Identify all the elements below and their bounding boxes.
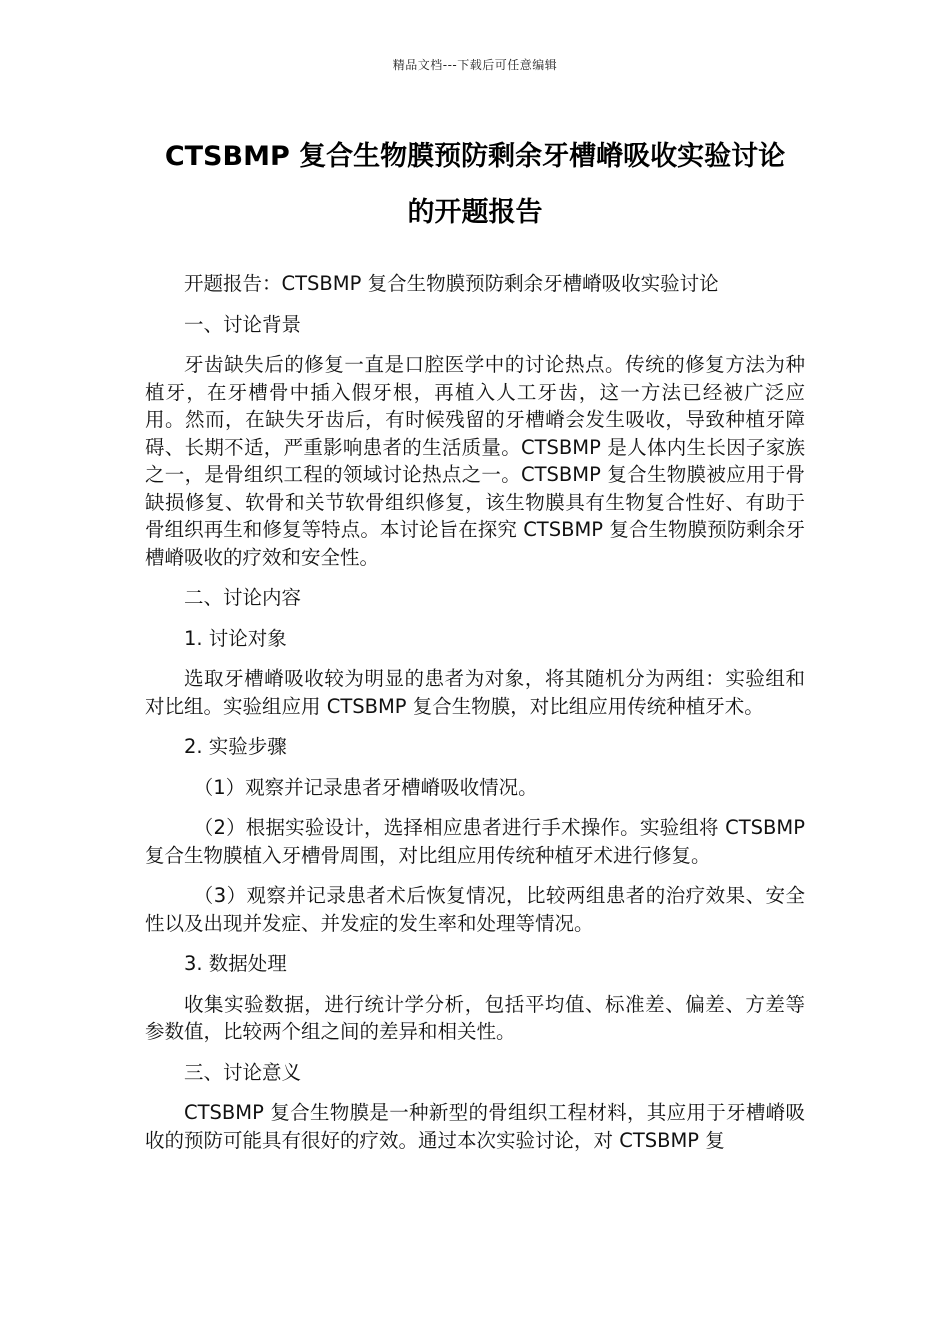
subheading-data-processing: 3. 数据处理 bbox=[184, 952, 287, 975]
data-processing-paragraph: 收集实验数据，进行统计学分析，包括平均值、标准差、偏差、方差等参数值，比较两个组之间的差异和相关性。 bbox=[145, 992, 805, 1043]
background-paragraph: 牙齿缺失后的修复一直是口腔医学中的讨论热点。传统的修复方法为种植牙，在牙槽骨中插入假牙根，再植入人工牙齿，这一方法已经被广泛应用。然而，在缺失牙齿后，有时候残留的牙槽嵴会发生吸收，导致种植牙障碍、长期不适，严重影响患者的生活质量。CTSBMP 是人体内生长因子家族之一，是骨组织工程的领域讨论热点之一。CTSBMP 复合生物膜被应用于骨缺损修复、软骨和关节软骨组织修复，该生物膜具有生物复合性好、有助于骨组织再生和修复等特点。本讨论旨在探究 CTSBMP 复合生物膜预防剩余牙槽嵴吸收的疗效和安全性。 bbox=[145, 353, 805, 569]
step-3: （3）观察并记录患者术后恢复情况，比较两组患者的治疗效果、安全性以及出现并发症、并发症的发生率和处理等情况。 bbox=[145, 884, 805, 935]
document-body bbox=[145, 270, 805, 1154]
document-title-line-2: 的开题报告 bbox=[407, 197, 543, 228]
header-note: 精品文档---下载后可任意编辑 bbox=[392, 58, 558, 72]
step-1: （1）观察并记录患者牙槽嵴吸收情况。 bbox=[193, 775, 538, 799]
section-heading-significance: 三、讨论意义 bbox=[184, 1060, 302, 1084]
section-heading-background: 一、讨论背景 bbox=[184, 312, 302, 336]
intro-paragraph: 开题报告：CTSBMP 复合生物膜预防剩余牙槽嵴吸收实验讨论 bbox=[184, 272, 719, 295]
subjects-paragraph: 选取牙槽嵴吸收较为明显的患者为对象，将其随机分为两组：实验组和对比组。实验组应用 CTSBMP 复合生物膜，对比组应用传统种植牙术。 bbox=[145, 667, 805, 718]
subheading-steps: 2. 实验步骤 bbox=[184, 735, 287, 758]
significance-paragraph: CTSBMP 复合生物膜是一种新型的骨组织工程材料，其应用于牙槽嵴吸收的预防可能具有很好的疗效。通过本次实验讨论，对 CTSBMP 复 bbox=[145, 1101, 805, 1152]
subheading-subjects: 1. 讨论对象 bbox=[184, 626, 287, 650]
section-heading-content: 二、讨论内容 bbox=[184, 586, 302, 609]
step-2: （2）根据实验设计，选择相应患者进行手术操作。实验组将 CTSBMP 复合生物膜植入牙槽骨周围，对比组应用传统种植牙术进行修复。 bbox=[145, 816, 805, 867]
document-title-line-1: CTSBMP 复合生物膜预防剩余牙槽嵴吸收实验讨论 bbox=[164, 141, 786, 172]
